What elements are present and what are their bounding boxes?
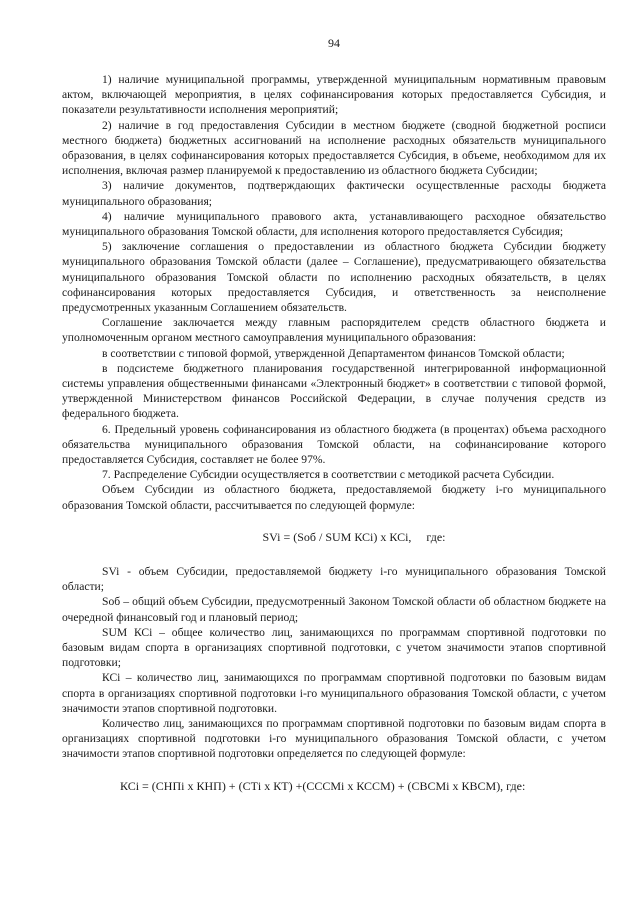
paragraph-condition-1: 1) наличие муниципальной программы, утвержденной муниципальным нормативным правовым актом, включающей мероприятия, в целях софинансирования которых предоставляется Субсидия, и показатели результативности исполнения мероприятий; (62, 73, 606, 117)
definition-sum-ksi: SUM КСi – общее количество лиц, занимающихся по программам спортивной подготовки по базовым видам спорта в организациях спортивной подготовки, с учетом значимости этапов спортивной подготовки; (62, 625, 606, 670)
paragraph-agreement-option-2: в подсистеме бюджетного планирования государственной интегрированной информационной системы управления общественными финансами «Электронный бюджет» в соответствии с типовой формой, утвержденной Министерством финансов Российской Федерации, в случае получения средств из федерального бюджета. (62, 361, 606, 421)
definition-ksi: КСi – количество лиц, занимающихся по программам спортивной подготовки по базовым видам спорта в организациях спортивной подготовки i-го муниципального образования Томской области, с учетом значимости этапов спортивной подготовки. (62, 671, 606, 715)
paragraph-agreement: Соглашение заключается между главным распорядителем средств областного бюджета и уполномоченным органом местного самоуправления муниципального образования: (62, 316, 606, 345)
paragraph-ksi-calculation: Количество лиц, занимающихся по программам спортивной подготовки по базовым видам спорта в организациях спортивной подготовки i-го муниципального образования Томской области, с учетом значимости этапов спортивной подготовки определяется по следующей формуле: (62, 716, 606, 761)
paragraph-condition-4: 4) наличие муниципального правового акта, устанавливающего расходное обязательство муниципального образования Томской области, для исполнения которого предоставляется Субсидия; (62, 209, 606, 239)
definition-svi: SVi - объем Субсидии, предоставляемой бюджету i-го муниципального образования Томской области; (62, 564, 606, 594)
paragraph-condition-5: 5) заключение соглашения о предоставлении из областного бюджета Субсидии бюджету муниципального образования Томской области (далее – Соглашение), предусматривающего обязательства муниципального образования Томской области по исполнению расходных обязательств, в целях софинансирования которых предоставляется Субсидия, и ответственность за неисполнение предусмотренных указанным Соглашением обязательств. (62, 240, 606, 315)
paragraph-condition-3: 3) наличие документов, подтверждающих фактически осуществленные расходы бюджета муниципального образования; (62, 179, 606, 208)
paragraph-item-6: 6. Предельный уровень софинансирования из областного бюджета (в процентах) объема расходного обязательства муниципального образования Томской области, на софинансирование которого предоставляется Субсидия, составляет не более 97%. (62, 422, 606, 467)
definition-sob: Sоб – общий объем Субсидии, предусмотренный Законом Томской области об областном бюджете на очередной финансовый год и плановый период; (62, 595, 606, 624)
page-number: 94 (328, 36, 340, 50)
paragraph-item-7: 7. Распределение Субсидии осуществляется в соответствии с методикой расчета Субсидии. (102, 468, 555, 482)
formula-subsidy: SVi = (Sоб / SUM КСi) х КСi, где: (262, 529, 446, 544)
paragraph-subsidy-volume: Объем Субсидии из областного бюджета, предоставляемой бюджету i-го муниципального образования Томской области, рассчитывается по следующей формуле: (62, 483, 606, 512)
paragraph-agreement-option-1: в соответствии с типовой формой, утвержденной Департаментом финансов Томской области; (102, 346, 565, 360)
paragraph-condition-2: 2) наличие в год предоставления Субсидии в местном бюджете (сводной бюджетной росписи местного бюджета) бюджетных ассигнований на исполнение расходных обязательств муниципального образования, в целях софинансирования которых предоставляется Субсидия, в объеме, необходимом для их исполнения, включая размер планируемой к предоставлению из областного бюджета Субсидии; (62, 118, 606, 178)
formula-ksi: КСi = (СНПi х КНП) + (СТi х КТ) +(ССCМi х КССМ) + (СВСМi х КВСМ), где: (120, 778, 526, 793)
